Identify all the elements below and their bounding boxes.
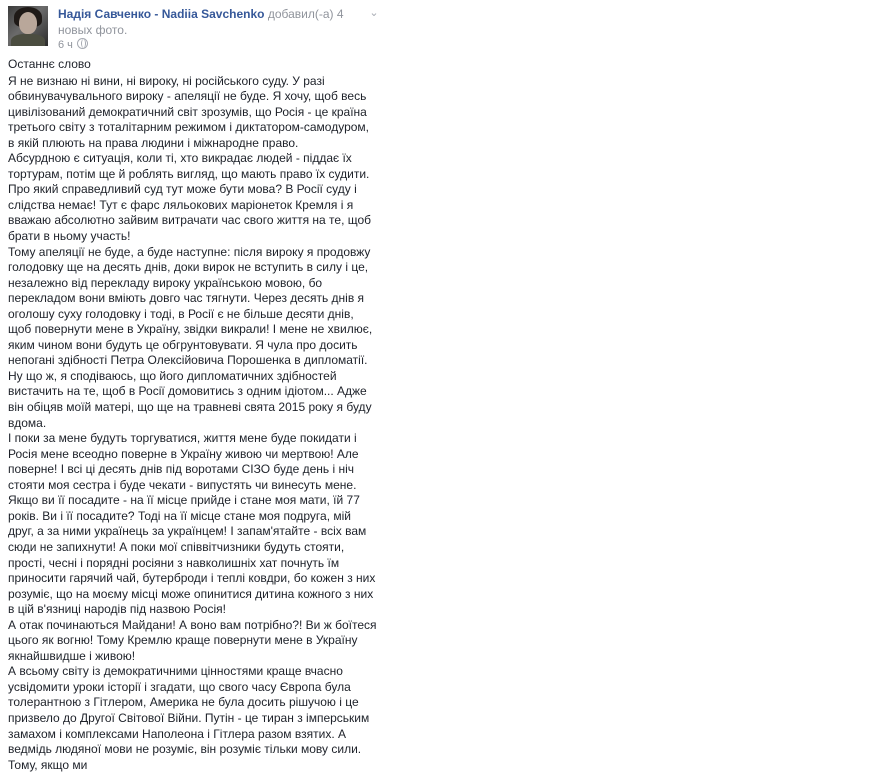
globe-icon[interactable] [77,38,88,49]
post-header-line [58,6,378,38]
avatar[interactable] [8,6,48,46]
post-paragraph: Я не визнаю ні вини, ні вироку, ні російського суду. У разі обвинувачувального вироку - апеляції не буде. Я хочу, щоб весь цивілізований демократичний світ зрозумів, що Росія - це країна третього світу з тоталітарним режимом і диктатором-самодуром, в якій плюють на права людини і міжнародне право. [8,73,370,150]
post-paragraph: Тому апеляції не буде, а буде наступне: після вироку я продовжу голодовку ще на десять днів, доки вирок не вступить в силу і це, незалежно від перекладу вироку українською мовою, бо перекладом вони вміють довго час тягнути. Через десять днів я оголошу суху голодовку і тоді, в Росії є не більше десяти днів, щоб повернути мене в Україну, звідки викрали! І мене не хвилює, яким чином вони будуть це обгрунтовувати. Я чула про досить непогані здібності Петра Олексійовича Порошенка в дипломатії. Ну що ж, я сподіваюсь, що його дипломатичних здібностей вистачить на те, щоб в Росії домовитись з одним ідіотом... Адже він обіцяв моїй матері, що ще на травневі свята 2015 року я буду вдома. [8,244,373,430]
timestamp-link[interactable]: 6 ч [58,39,73,51]
post-header [8,6,388,50]
post-paragraph: Абсурдною є ситуація, коли ті, хто викрадає людей - піддає їх тортурам, потім ще й роблять вигляд, що мають право їх судити. Про який справедливий суд тут може бути мова? В Росії суду і слідства немає! Тут є фарс ляльокових маріонеток Кремля і я вважаю абсолютно зайвим витрачати час свого життя на те, щоб брати в ньому участь! [8,151,372,244]
post-meta [58,38,88,52]
avatar-body [11,34,45,46]
post-action-text: добавил(-а) 4 новых фото. [58,7,344,37]
post-body [8,57,378,773]
chevron-down-icon[interactable]: ⌄ [369,7,379,19]
avatar-face [19,12,37,34]
post-paragraph: А всьому світу із демократичними цінностями краще вчасно усвідомити уроки історії і згадати, що свого часу Європа була толерантною з Гітлером, Америка не була досить рішучою і це призвело до Другої Світової Війни. Путін - це тиран з імперським замахом і комплексами Наполеона і Гітлера разом взятих. А ведмідь людяної мови не розуміє, він розуміє тільки мову сили. Тому, якщо ми [8,664,370,772]
post-title: Останнє слово [8,57,91,71]
author-link[interactable]: Надія Савченко - Nadiia Savchenko [58,7,265,21]
post-paragraph: А отак починаються Майдани! А воно вам потрібно?! Ви ж боїтеся цього як вогню! Тому Кремлю краще повернути мене в Україну якнайшвидше і живою! [8,617,377,663]
post-paragraph: І поки за мене будуть торгуватися, життя мене буде покидати і Росія мене всеодно поверне в Україну живою чи мертвою! Але поверне! І всі ці десять днів під воротами СІЗО буде день і ніч стояти моя сестра і буде чекати - випустять чи винесуть мене. Якщо ви її посадите - на її місце прийде і стане моя мати, їй 77 років. Ви і її посадите? Тоді на її місце стане моя подруга, мій друг, а за ними українець за українцем! І запам'ятайте - всіх вам сюди не запихнути! А поки мої співвітчизники будуть стояти, прості, чесні і порядні росіяни з навколишніх хат почнуть їм приносити гарячий чай, бутерброди і теплі ковдри, бо кожен з них розуміє, що на моєму місці може опинитися дитина кожного з них в цій в'язниці народів під назвою Росія! [8,431,376,617]
